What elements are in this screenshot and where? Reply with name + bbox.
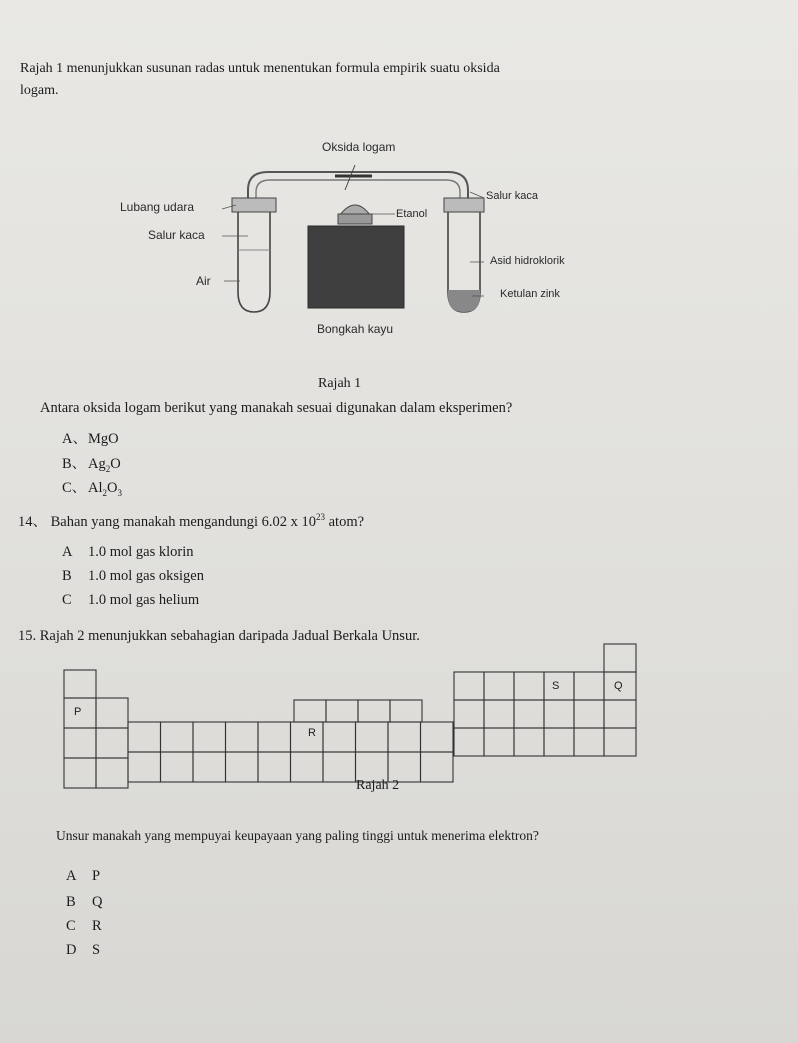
q13-stem: Antara oksida logam berikut yang manakah sesuai digunakan dalam eksperimen?: [40, 400, 513, 416]
table-cell: [388, 722, 421, 752]
table-cell: [544, 700, 574, 728]
table-cell: [544, 728, 574, 756]
option-letter: C: [66, 918, 76, 934]
option-text: MgO: [88, 431, 119, 447]
option-letter: A: [66, 868, 77, 884]
table-cell: [514, 672, 544, 700]
table-cell: [258, 752, 291, 782]
table-cell: [421, 722, 454, 752]
table-cell: [484, 700, 514, 728]
table-cell: [454, 672, 484, 700]
option-letter: D: [66, 942, 77, 958]
table-cell: [323, 722, 356, 752]
table-cell: [161, 752, 194, 782]
caption-rajah-2: Rajah 2: [356, 778, 400, 793]
subscript: 2: [105, 463, 111, 474]
label-air: Air: [196, 274, 211, 288]
table-cell: [294, 700, 326, 722]
subscript: 3: [117, 487, 122, 498]
table-cell: [161, 722, 194, 752]
option-letter: C、: [62, 480, 87, 496]
intro-line-2: logam.: [20, 83, 59, 98]
option-text: R: [92, 918, 102, 934]
option-text: P: [92, 868, 101, 884]
option-letter: B: [66, 894, 76, 910]
label-salur-kaca-left: Salur kaca: [148, 228, 205, 242]
table-cell: [421, 752, 454, 782]
table-cell: [291, 752, 324, 782]
table-cell: [484, 672, 514, 700]
table-cell: [574, 672, 604, 700]
q15-stem-text: Rajah 2 menunjukkan sebahagian daripada Jadual Berkala Unsur.: [39, 628, 420, 644]
table-cell: [356, 722, 389, 752]
table-letter-p: P: [74, 706, 82, 718]
label-salur-kaca-right: Salur kaca: [486, 190, 538, 202]
option-text: O: [107, 480, 118, 496]
table-letter-s: S: [552, 680, 560, 692]
option-letter: B、: [62, 456, 87, 472]
label-etanol: Etanol: [396, 208, 428, 220]
table-cell: [226, 722, 259, 752]
caption-rajah-1: Rajah 1: [318, 376, 362, 391]
table-cell: [514, 728, 544, 756]
table-cell: [358, 700, 390, 722]
label-lubang-udara: Lubang udara: [120, 200, 195, 214]
table-cell: [128, 752, 161, 782]
table-cell: [514, 700, 544, 728]
q15-option-c[interactable]: [66, 918, 102, 935]
option-letter: A、: [62, 431, 87, 447]
q14-exponent: 23: [316, 512, 325, 523]
table-cell: [574, 700, 604, 728]
table-cell: [454, 728, 484, 756]
table-cell: [258, 722, 291, 752]
label-oksida-logam: Oksida logam: [322, 140, 396, 154]
option-text: S: [92, 942, 101, 958]
intro-line-1: Rajah 1 menunjukkan susunan radas untuk menentukan formula empirik suatu oksida: [20, 61, 500, 76]
option-letter: B: [62, 568, 72, 584]
table-cell: [291, 722, 324, 752]
table-cell: [574, 728, 604, 756]
q14-value: 6.02 x 10: [261, 514, 316, 530]
option-text: 1.0 mol gas helium: [88, 592, 200, 608]
q14-stem-part-a: Bahan yang manakah mengandungi: [50, 514, 258, 530]
table-cell: [484, 728, 514, 756]
option-text: Ag: [88, 456, 106, 472]
question-number: 14、: [18, 514, 47, 530]
question-number: 15.: [18, 628, 37, 644]
option-text: 1.0 mol gas oksigen: [88, 568, 204, 584]
q15-option-b[interactable]: [66, 894, 102, 911]
table-cell: [193, 752, 226, 782]
table-cell: [454, 700, 484, 728]
table-letter-q: Q: [614, 680, 623, 692]
table-cell: [323, 752, 356, 782]
label-bongkah-kayu: Bongkah kayu: [317, 322, 394, 336]
table-letter-r: R: [308, 727, 316, 739]
q15-option-a[interactable]: [66, 868, 100, 885]
label-ketulan-zink: Ketulan zink: [500, 288, 560, 300]
option-letter: C: [62, 592, 72, 608]
table-cell: [193, 722, 226, 752]
option-text: Al: [88, 480, 103, 496]
option-text: 1.0 mol gas klorin: [88, 544, 194, 560]
table-cell: [390, 700, 422, 722]
table-cell: [326, 700, 358, 722]
q15-question: Unsur manakah yang mempuyai keupayaan yang paling tinggi untuk menerima elektron?: [56, 828, 539, 843]
subscript: 2: [102, 487, 107, 498]
table-cell: [226, 752, 259, 782]
q15-option-d[interactable]: [66, 942, 100, 959]
option-text: Q: [92, 894, 103, 910]
option-letter: A: [62, 544, 73, 560]
option-text: O: [110, 456, 121, 472]
q14-stem-part-b: atom?: [328, 514, 365, 530]
label-asid-hidroklorik: Asid hidroklorik: [490, 255, 565, 267]
table-cell: [128, 722, 161, 752]
